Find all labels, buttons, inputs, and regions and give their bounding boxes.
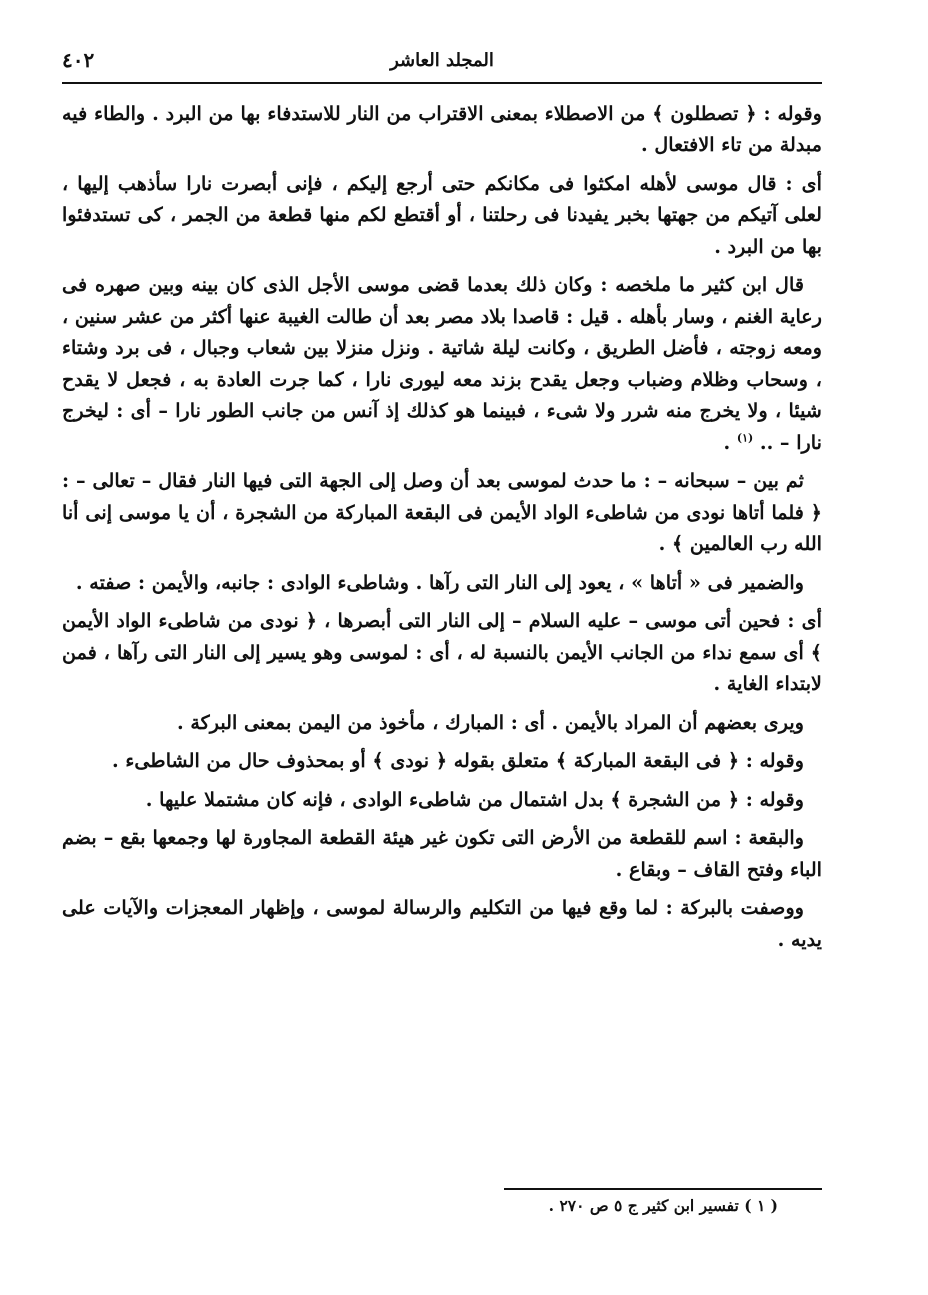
footnote-marker: (١) bbox=[736, 431, 754, 445]
paragraph-3: قال ابن كثير ما ملخصه : وكان ذلك بعدما قضى موسى الأجل الذى كان بينه وبين صهره فى رعاية الغنم ، وسار بأهله . قيل : قاصدا بلاد مصر بعد أن طالت الغيبة عنها أكثر من عشر سنين ، ومعه زوجته ، فأضل الطريق ، وكانت ليلة شاتية . ونزل منزلا بين شعاب وجبال ، فى برد وشتاء ، وسحاب وظلام وضباب وجعل يقدح بزند معه ليورى نارا ، كما جرت العادة به ، فجعل لا يقدح شيئا ، ولا يخرج منه شرر ولا شىء ، فبينما هو كذلك إذ آنس من جانب الطور نارا – أى : ليخرج نارا – .. $^{(١)}$ . bbox=[62, 273, 822, 454]
page-number: ٤٠٢ bbox=[62, 48, 95, 72]
paragraph-4: ثم بين – سبحانه – : ما حدث لموسى بعد أن وصل إلى الجهة التى فيها النار فقال – تعالى – : ﴿ فلما أتاها نودى من شاطىء الواد الأيمن فى البقعة المباركة من الشجرة ، أن يا موسى إنى أنا الله رب العالمين ﴾ . bbox=[62, 469, 822, 556]
paragraph-6: أى : فحين أتى موسى – عليه السلام – إلى النار التى أبصرها ، ﴿ نودى من شاطىء الواد الأيمن ﴾ أى سمع نداء من الجانب الأيمن بالنسبة له ، أى : لموسى وهو يسير إلى النار التى رآها ، فمن لابتداء الغاية . bbox=[62, 609, 822, 696]
page-header bbox=[62, 46, 822, 78]
paragraph-2: أى : قال موسى لأهله امكثوا فى مكانكم حتى أرجع إليكم ، فإنى أبصرت نارا سأذهب إليها ، لعلى آتيكم من جهتها بخبر يفيدنا فى رحلتنا ، أو أقتطع لكم منها قطعة من الجمر ، كى تستدفئوا بها من البرد . bbox=[62, 171, 822, 258]
paragraph-11: ووصفت بالبركة : لما وقع فيها من التكليم والرسالة لموسى ، وإظهار المعجزات والآيات على يديه . bbox=[62, 896, 822, 951]
paragraph-7: ويرى بعضهم أن المراد بالأيمن . أى : المبارك ، مأخوذ من اليمن بمعنى البركة . bbox=[177, 710, 804, 734]
book-page bbox=[62, 46, 822, 1215]
paragraph-1: وقوله : ﴿ تصطلون ﴾ من الاصطلاء بمعنى الاقتراب من النار للاستدفاء بها من البرد . والطاء فيه مبدلة من تاء الافتعال . bbox=[62, 102, 822, 157]
running-title: المجلد العاشر bbox=[390, 50, 494, 71]
footnote: ( ١ ) تفسير ابن كثير ج ٥ ص ٢٧٠ . bbox=[548, 1196, 778, 1215]
paragraph-3-text: قال ابن كثير ما ملخصه : وكان ذلك بعدما قضى موسى الأجل الذى كان بينه وبين صهره فى رعاية الغنم ، وسار بأهله . قيل : قاصدا بلاد مصر بعد أن طالت الغيبة عنها أكثر من عشر سنين ، ومعه زوجته ، فأضل الطريق ، وكانت ليلة شاتية . ونزل منزلا بين شعاب وجبال ، فى برد وشتاء ، وسحاب وظلام وضباب وجعل يقدح بزند معه ليورى نارا ، كما جرت العادة به ، فجعل لا يقدح شيئا ، ولا يخرج منه شرر ولا شىء ، فبينما هو كذلك إذ آنس من جانب الطور نارا – أى : ليخرج نارا – .. bbox=[62, 273, 822, 454]
header-rule bbox=[62, 82, 822, 84]
paragraph-8: وقوله : ﴿ فى البقعة المباركة ﴾ متعلق بقوله ﴿ نودى ﴾ أو بمحذوف حال من الشاطىء . bbox=[112, 749, 804, 773]
paragraph-9: وقوله : ﴿ من الشجرة ﴾ بدل اشتمال من شاطىء الوادى ، فإنه كان مشتملا عليها . bbox=[145, 787, 804, 811]
body-text bbox=[62, 98, 822, 955]
paragraph-10: والبقعة : اسم للقطعة من الأرض التى تكون غير هيئة القطعة المجاورة لها وجمعها بقع – بضم الباء وفتح القاف – وبقاع . bbox=[62, 826, 822, 881]
paragraph-5: والضمير فى « أتاها » ، يعود إلى النار التى رآها . وشاطىء الوادى : جانبه، والأيمن : صفته . bbox=[75, 570, 804, 594]
footnote-rule bbox=[504, 1188, 822, 1190]
